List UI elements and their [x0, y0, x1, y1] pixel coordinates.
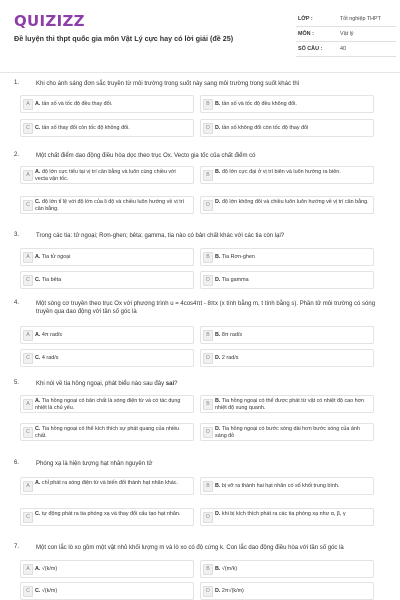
option-b[interactable] [200, 248, 374, 266]
question-number: 6. [14, 460, 20, 466]
question-number: 1. [14, 80, 20, 86]
option-letter-box: D [203, 275, 213, 286]
option-a[interactable] [20, 395, 194, 413]
option-text: B. tần số và tốc độ đều không đổi. [215, 101, 297, 107]
meta-key: SỐ CÂU : [298, 46, 323, 52]
option-text: B. độ lớn cực đại ở vị trí biên và luôn hướng ra biên. [215, 169, 341, 175]
worksheet-title: Đề luyện thi thpt quốc gia môn Vật Lý cực hay có lời giải (đề 25) [14, 34, 234, 43]
option-letter-box: C [23, 275, 33, 286]
option-c[interactable] [20, 508, 194, 526]
meta-key: MÔN : [298, 31, 314, 37]
option-a[interactable] [20, 95, 194, 113]
option-text: C. Tia hồng ngoại có thể kích thích sự phát quang của nhiều chất. [35, 426, 180, 439]
option-letter-box: C [23, 123, 33, 134]
question-3 [14, 232, 386, 242]
option-letter-box: B [203, 330, 213, 341]
option-d[interactable] [200, 349, 374, 367]
option-text: D. 2 rad/s [215, 355, 239, 361]
option-a[interactable] [20, 326, 194, 344]
question-number: 7. [14, 544, 20, 550]
meta-value: 40 [340, 46, 346, 52]
option-text: B. bị vỡ ra thành hai hạt nhân có số khối trung bình. [215, 483, 340, 489]
option-letter-box: D [203, 353, 213, 364]
option-text: C. √(k/m) [35, 588, 58, 594]
question-number: 3. [14, 232, 20, 238]
option-letter-box: C [23, 586, 33, 597]
option-c[interactable] [20, 271, 194, 289]
question-number: 4. [14, 300, 20, 306]
meta-row-class [296, 14, 396, 27]
question-6 [14, 460, 386, 470]
option-a[interactable] [20, 248, 194, 266]
question-7 [14, 544, 386, 554]
option-text: B. Tia Rơn-ghen [215, 254, 255, 260]
option-letter-box: D [203, 427, 213, 438]
question-text: Khi cho ánh sáng đơn sắc truyền từ môi trường trong suốt này sang môi trường trong suốt khác thì [36, 81, 300, 87]
option-letter-box: A [23, 170, 33, 181]
question-text: Một chất điểm dao động điều hòa dọc theo trục Ox. Vecto gia tốc của chất điểm có [36, 153, 256, 159]
meta-row-subject [296, 29, 396, 42]
option-a[interactable] [20, 477, 194, 495]
option-b[interactable] [200, 95, 374, 113]
option-d[interactable] [200, 423, 374, 441]
option-b[interactable] [200, 477, 374, 495]
option-text: B. 8π rad/s [215, 332, 243, 338]
option-letter-box: B [203, 481, 213, 492]
option-d[interactable] [200, 196, 374, 214]
option-a[interactable] [20, 166, 194, 184]
option-b[interactable] [200, 560, 374, 578]
option-letter-box: D [203, 586, 213, 597]
option-letter-box: B [203, 99, 213, 110]
option-d[interactable] [200, 119, 374, 137]
question-text: Phóng xạ là hiện tượng hạt nhân nguyên tử [36, 461, 153, 467]
question-text: Khi nói về tia hồng ngoại, phát biểu nào sau đây sai? [36, 381, 178, 387]
option-text: D. khi bị kích thích phát ra các tia phóng xạ như α, β, γ [215, 511, 346, 517]
header-divider [0, 72, 400, 73]
meta-value: Vật lý [340, 31, 354, 37]
option-letter-box: C [23, 512, 33, 523]
option-text: D. tần số không đổi còn tốc độ thay đổi [215, 125, 309, 131]
question-number: 2. [14, 152, 20, 158]
option-text: A. √(k/m) [35, 566, 58, 572]
option-letter-box: A [23, 564, 33, 575]
option-c[interactable] [20, 423, 194, 441]
question-2 [14, 152, 386, 162]
option-text: C. tần số thay đổi còn tốc độ không đổi. [35, 125, 130, 131]
option-text: B. Tia hồng ngoại có thể được phát từ vật có nhiệt độ cao hơn nhiệt độ xung quanh. [215, 398, 365, 411]
option-text: A. độ lớn cực tiểu tại vị trí cân bằng và luôn cùng chiều với vecta vận tốc. [35, 169, 176, 182]
option-b[interactable] [200, 395, 374, 413]
option-c[interactable] [20, 119, 194, 137]
option-letter-box: D [203, 123, 213, 134]
option-b[interactable] [200, 166, 374, 184]
option-text: A. Tia tử ngoại [35, 254, 71, 260]
meta-table [296, 14, 396, 59]
question-text: Một con lắc lò xo gồm một vật nhỏ khối lượng m và lò xo có độ cứng k. Con lắc dao động điều hòa với tần số góc là [36, 545, 344, 551]
option-letter-box: C [23, 353, 33, 364]
question-4 [14, 300, 386, 318]
option-letter-box: B [203, 170, 213, 181]
option-b[interactable] [200, 326, 374, 344]
option-c[interactable] [20, 582, 194, 600]
option-letter-box: B [203, 564, 213, 575]
option-text: A. 4π rad/s [35, 332, 63, 338]
option-text: B. √(m/k) [215, 566, 238, 572]
option-text: D. 2π√(k/m) [215, 588, 244, 594]
option-text: C. Tia bêta [35, 277, 62, 283]
meta-key: LỚP : [298, 16, 313, 22]
option-text: A. chỉ phát ra sóng điện từ và biến đổi thành hạt nhân khác. [35, 480, 178, 486]
question-number: 5. [14, 380, 20, 386]
meta-row-count [296, 44, 396, 57]
option-text: D. Tia hồng ngoại có bước sóng dài hơn bước sóng của ánh sáng đỏ [215, 426, 360, 439]
option-c[interactable] [20, 196, 194, 214]
option-letter-box: A [23, 252, 33, 263]
option-text: D. độ lớn không đổi và chiều luôn luôn hướng về vị trí cân bằng. [215, 199, 369, 205]
option-letter-box: B [203, 252, 213, 263]
option-letter-box: A [23, 99, 33, 110]
option-letter-box: D [203, 200, 213, 211]
option-d[interactable] [200, 508, 374, 526]
question-text: Trong các tia: tử ngoại; Rơn-ghen; bêta; gamma, tia nào có bản chất khác với các tia còn lại? [36, 233, 285, 239]
worksheet-header [14, 12, 386, 58]
option-text: C. 4 rad/s [35, 355, 59, 361]
meta-value: Tốt nghiệp THPT [340, 16, 381, 22]
question-text: Một sóng cơ truyền theo trục Ox với phương trình u = 4cos4πt - 8πx (x tính bằng m, t tính bằng s). Phần tử môi trường có sóng truyền qua dao động với tần số góc là [36, 301, 376, 315]
option-letter-box: A [23, 330, 33, 341]
option-text: A. tần số và tốc độ đều thay đổi. [35, 101, 113, 107]
option-letter-box: A [23, 481, 33, 492]
option-a[interactable] [20, 560, 194, 578]
quizizz-logo: QUIZIZZ [14, 12, 85, 30]
option-letter-box: C [23, 427, 33, 438]
question-5 [14, 380, 386, 390]
option-letter-box: B [203, 399, 213, 410]
option-letter-box: A [23, 399, 33, 410]
option-text: D. Tia gamma [215, 277, 249, 283]
option-c[interactable] [20, 349, 194, 367]
option-text: A. Tia hồng ngoại có bản chất là sóng điện từ và có tác dụng nhiệt là chủ yếu. [35, 398, 181, 411]
option-text: C. tự động phát ra tia phóng xạ và thay đổi cấu tạo hạt nhân. [35, 511, 181, 517]
option-d[interactable] [200, 582, 374, 600]
option-d[interactable] [200, 271, 374, 289]
option-letter-box: D [203, 512, 213, 523]
option-text: C. độ lớn tỉ lệ với độ lớn của li độ và chiều luôn hướng về vị trí cân bằng. [35, 199, 185, 212]
option-letter-box: C [23, 200, 33, 211]
